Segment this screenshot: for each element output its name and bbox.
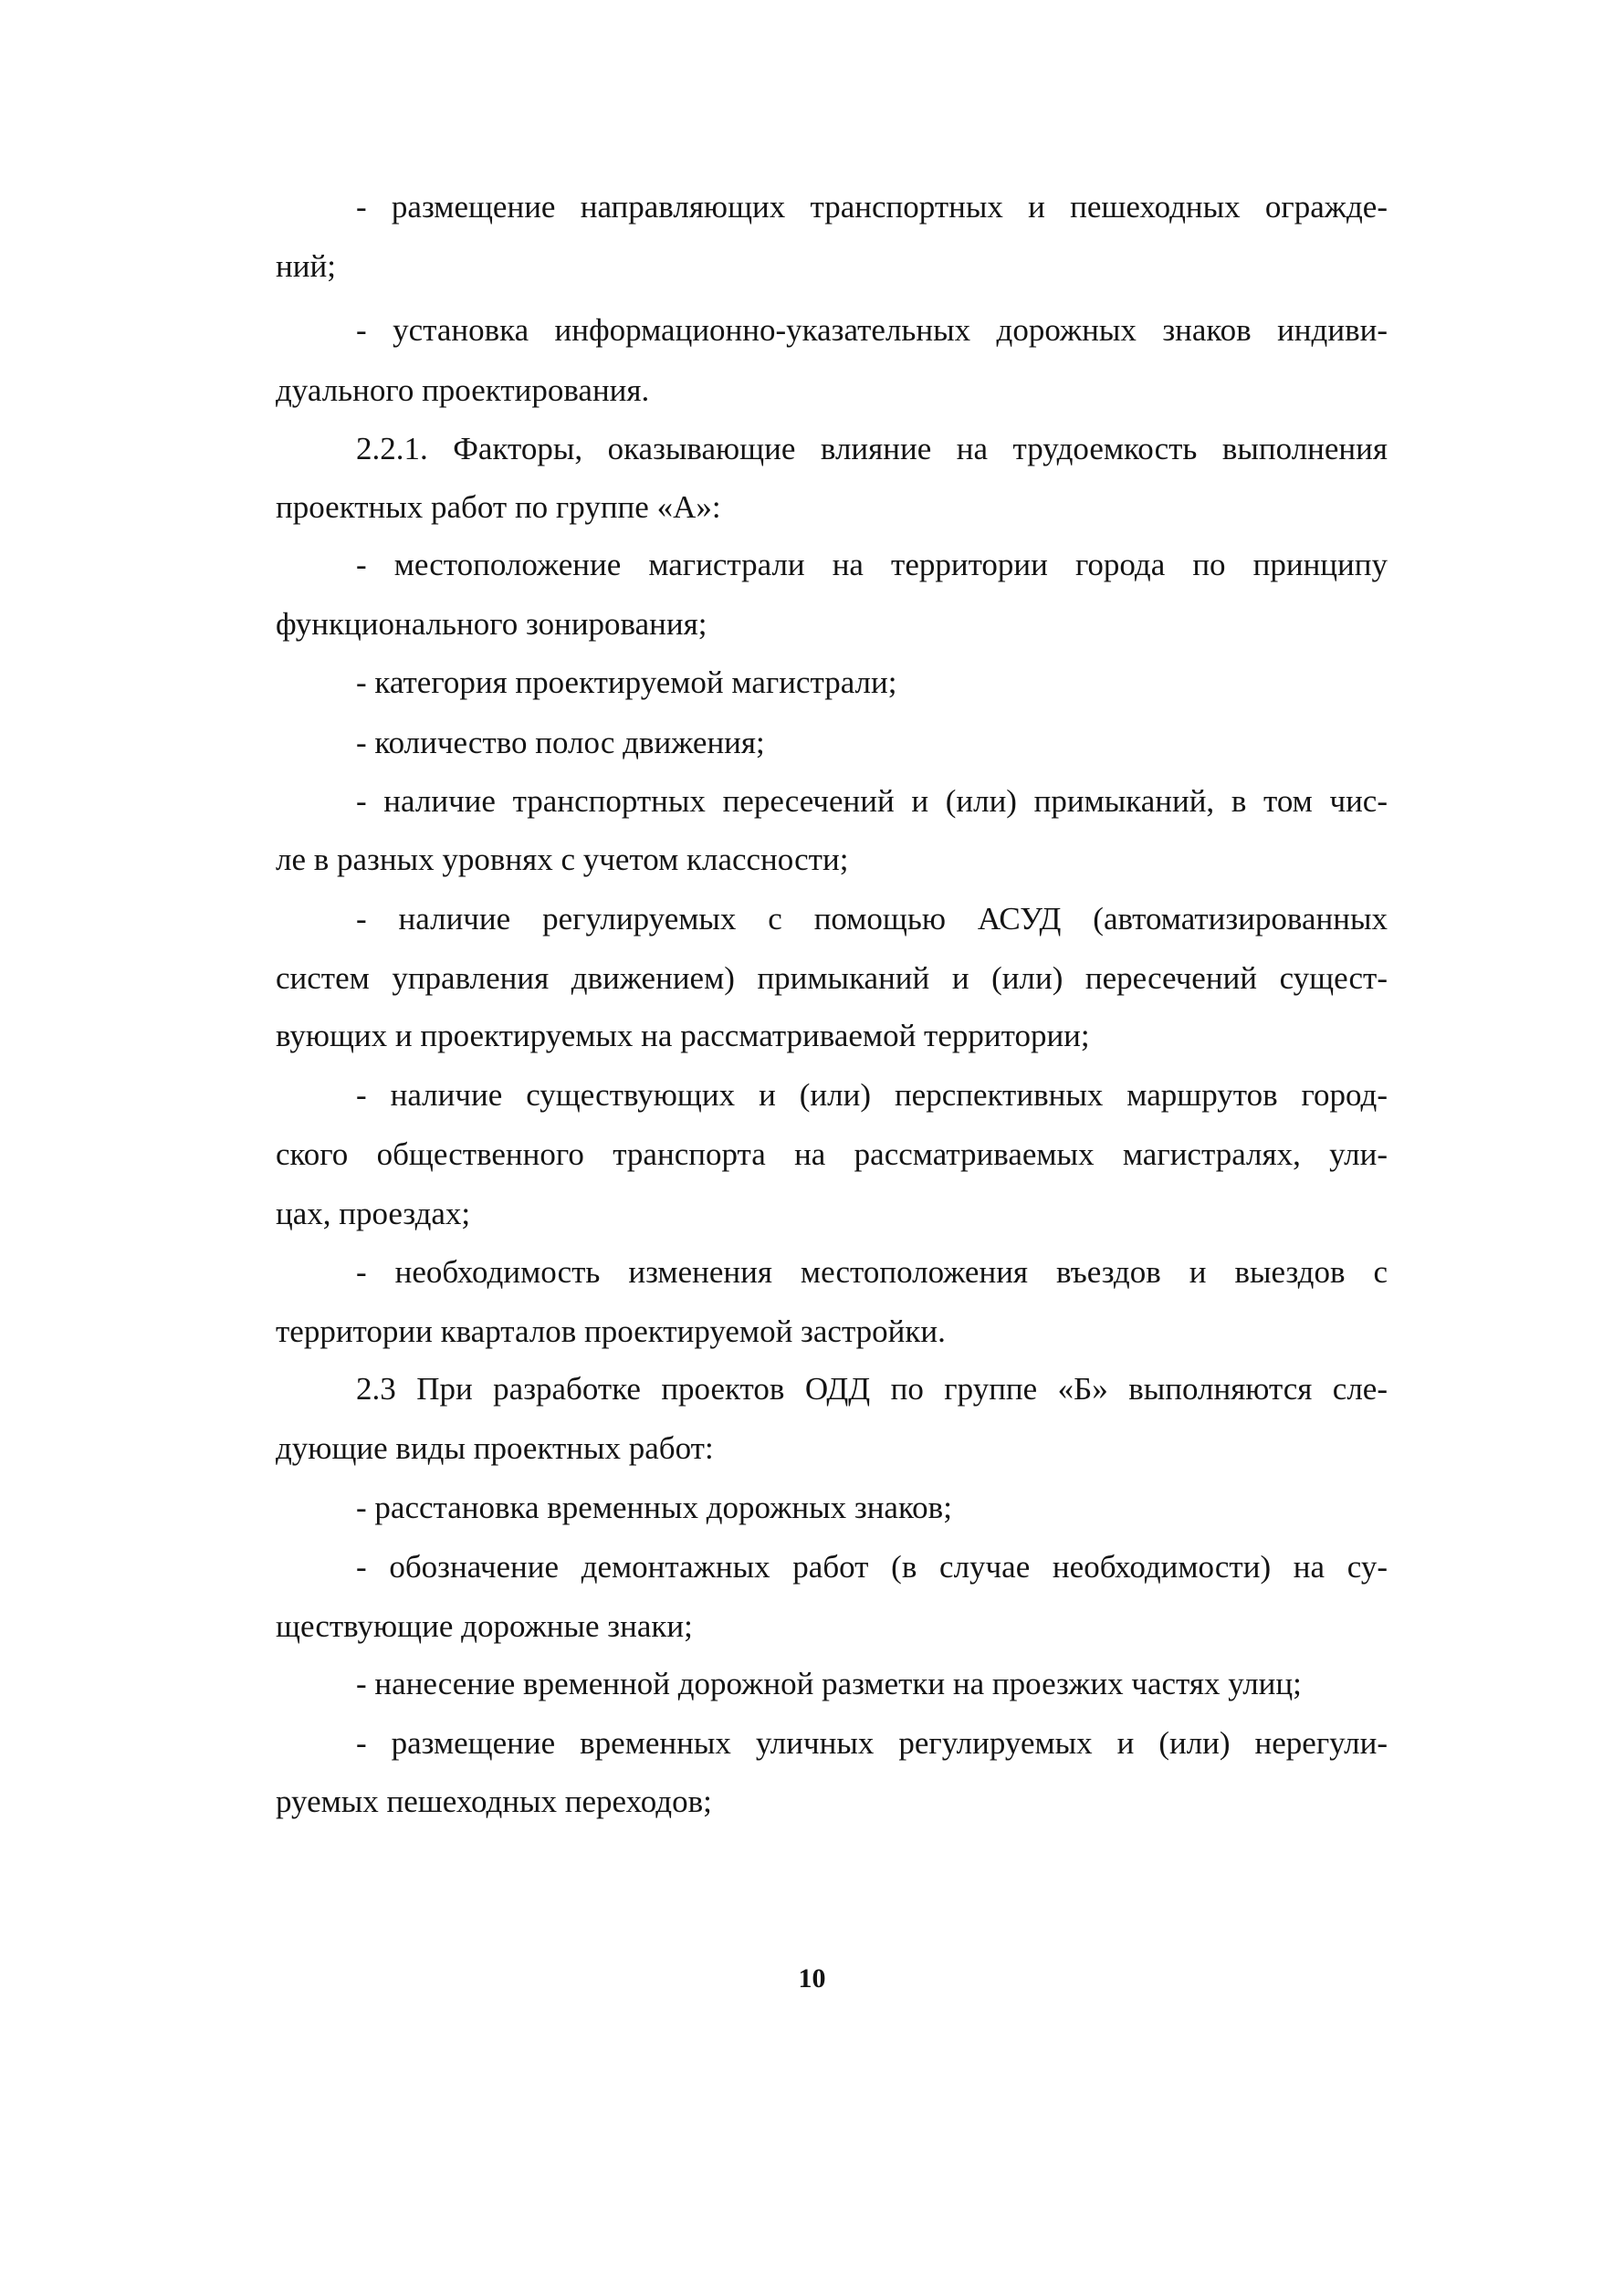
text-line: - необходимость изменения местоположения въездов и выездов с (356, 1254, 1388, 1290)
text-line: - обозначение демонтажных работ (в случае необходимости) на су- (356, 1549, 1388, 1585)
text-line: ле в разных уровнях с учетом классности; (276, 842, 849, 877)
text-line: - установка информационно-указательных дорожных знаков индиви- (356, 312, 1388, 348)
text-line: территории кварталов проектируемой застройки. (276, 1313, 946, 1349)
text-line: ществующие дорожные знаки; (276, 1608, 693, 1644)
text-line: - категория проектируемой магистрали; (356, 665, 897, 700)
text-line: вующих и проектируемых на рассматриваемой территории; (276, 1018, 1090, 1053)
text-line: ний; (276, 248, 336, 284)
text-line: - размещение временных уличных регулируемых и (или) нерегули- (356, 1725, 1388, 1761)
text-line: дуального проектирования. (276, 372, 650, 408)
page-number: 10 (798, 1963, 826, 1994)
text-line: - нанесение временной дорожной разметки на проезжих частях улиц; (356, 1666, 1302, 1701)
text-line: - размещение направляющих транспортных и пешеходных огражде- (356, 189, 1388, 225)
text-line: цах, проездах; (276, 1196, 471, 1231)
text-line: дующие виды проектных работ: (276, 1430, 714, 1466)
text-line: - местоположение магистрали на территории города по принципу (356, 547, 1388, 582)
text-line: - количество полос движения; (356, 725, 765, 760)
text-line: проектных работ по группе «А»: (276, 489, 721, 525)
section-heading-2-2-1: 2.2.1. Факторы, оказывающие влияние на трудоемкость выполнения (356, 431, 1388, 466)
text-line: ского общественного транспорта на рассматриваемых магистралях, ули- (276, 1136, 1388, 1172)
text-line: функционального зонирования; (276, 606, 707, 642)
text-line: руемых пешеходных переходов; (276, 1784, 712, 1819)
text-line: систем управления движением) примыканий и (или) пересечений сущест- (276, 960, 1388, 996)
section-heading-2-3: 2.3 При разработке проектов ОДД по группе «Б» выполняются сле- (356, 1371, 1388, 1407)
text-line: - наличие транспортных пересечений и (или) примыканий, в том чис- (356, 783, 1388, 819)
text-line: - наличие регулируемых с помощью АСУД (автоматизированных (356, 901, 1388, 937)
text-line: - наличие существующих и (или) перспективных маршрутов город- (356, 1077, 1388, 1113)
text-line: - расстановка временных дорожных знаков; (356, 1490, 952, 1525)
